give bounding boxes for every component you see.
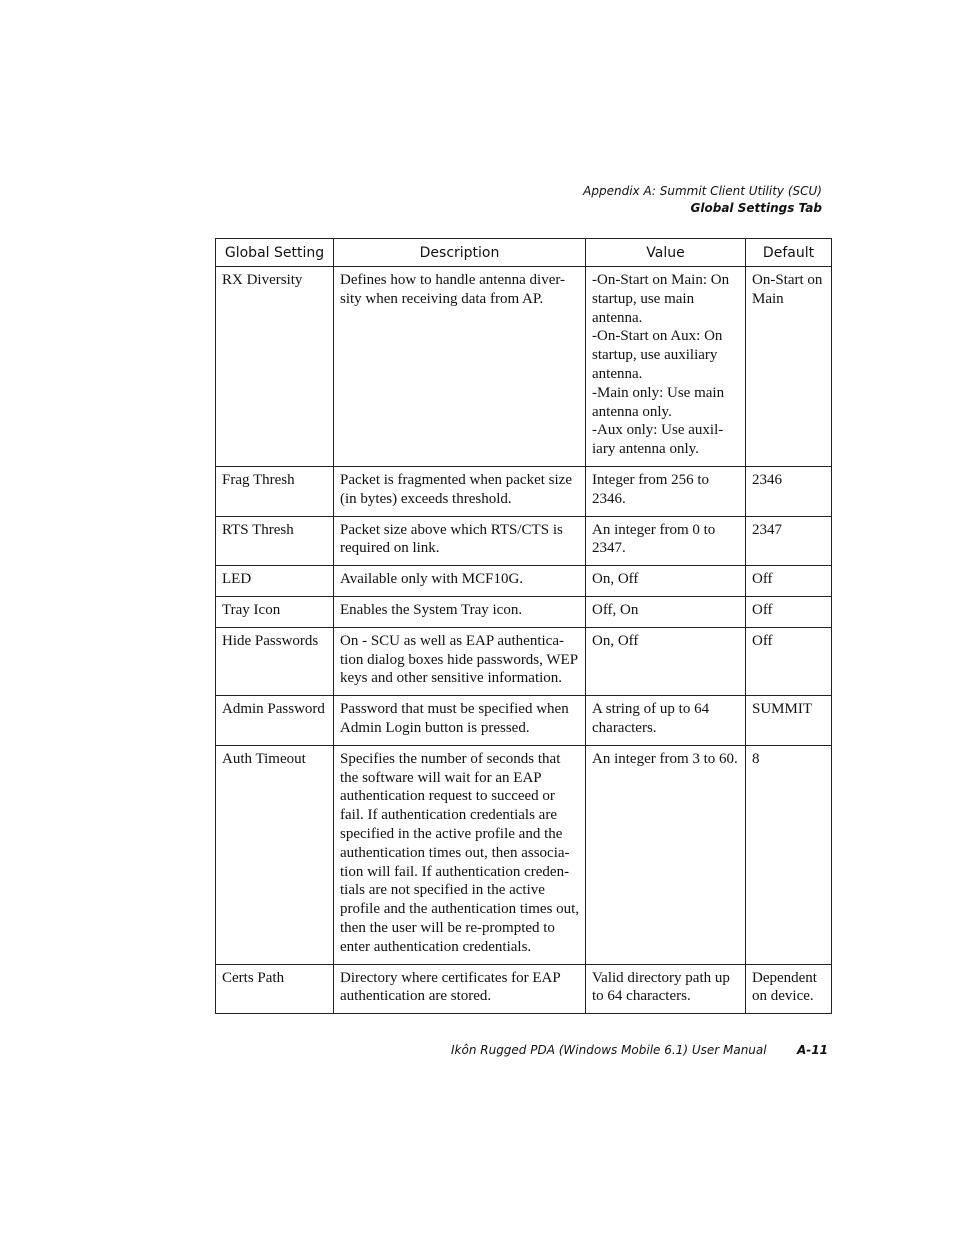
table-header-row <box>216 239 832 267</box>
description-cell: Specifies the number of seconds that the software will wait for an EAP authentication request to succeed or fail. If authentication credentials are specified in the active profile and the authentication times out, then associa-tion will fail. If authentication creden-tials are not specified in the active profile and the authentication times out, then the user will be re-prompted to enter authentication credentials. <box>334 745 586 964</box>
table-row <box>216 696 832 746</box>
default-cell: Off <box>746 596 832 627</box>
value-cell <box>586 267 746 467</box>
value-line: -On-Start on Main: On startup, use main antenna. <box>592 272 730 326</box>
column-header-description: Description <box>334 239 586 267</box>
setting-cell: Frag Thresh <box>216 466 334 516</box>
setting-cell: RTS Thresh <box>216 516 334 566</box>
description-cell: Available only with MCF10G. <box>334 566 586 597</box>
default-cell: Off <box>746 627 832 695</box>
setting-cell: Admin Password <box>216 696 334 746</box>
column-header-global-setting: Global Setting <box>216 239 334 267</box>
table-row <box>216 627 832 695</box>
column-header-default: Default <box>746 239 832 267</box>
value-cell: Valid directory path up to 64 characters. <box>586 964 746 1014</box>
value-line: -On-Start on Aux: On startup, use auxiliary antenna. <box>592 328 723 382</box>
value-cell: An integer from 0 to 2347. <box>586 516 746 566</box>
description-cell: Packet size above which RTS/CTS is required on link. <box>334 516 586 566</box>
page-number: A-11 <box>797 1043 828 1057</box>
setting-cell: Auth Timeout <box>216 745 334 964</box>
description-cell: Password that must be specified when Admin Login button is pressed. <box>334 696 586 746</box>
running-header <box>583 183 822 217</box>
setting-cell: Tray Icon <box>216 596 334 627</box>
default-cell: Dependent on device. <box>746 964 832 1014</box>
description-cell: Enables the System Tray icon. <box>334 596 586 627</box>
setting-cell: LED <box>216 566 334 597</box>
default-cell: 2346 <box>746 466 832 516</box>
description-cell: On - SCU as well as EAP authentica-tion dialog boxes hide passwords, WEP keys and other sensitive information. <box>334 627 586 695</box>
value-cell: On, Off <box>586 566 746 597</box>
setting-cell: Hide Passwords <box>216 627 334 695</box>
table-row <box>216 566 832 597</box>
value-line: -Aux only: Use auxil-iary antenna only. <box>592 422 724 458</box>
column-header-value: Value <box>586 239 746 267</box>
description-cell: Packet is fragmented when packet size (in bytes) exceeds threshold. <box>334 466 586 516</box>
default-cell: On-Start on Main <box>746 267 832 467</box>
value-cell: A string of up to 64 characters. <box>586 696 746 746</box>
header-chapter: Appendix A: Summit Client Utility (SCU) <box>583 184 822 198</box>
table-row <box>216 466 832 516</box>
value-cell: Integer from 256 to 2346. <box>586 466 746 516</box>
value-cell: Off, On <box>586 596 746 627</box>
table-row <box>216 267 832 467</box>
header-section: Global Settings Tab <box>690 201 822 215</box>
table-row <box>216 516 832 566</box>
default-cell: SUMMIT <box>746 696 832 746</box>
table-row <box>216 964 832 1014</box>
footer-manual-title: Ikôn Rugged PDA (Windows Mobile 6.1) User Manual <box>451 1043 767 1057</box>
setting-cell: RX Diversity <box>216 267 334 467</box>
description-cell: Directory where certificates for EAP authentication are stored. <box>334 964 586 1014</box>
default-cell: 2347 <box>746 516 832 566</box>
setting-cell: Certs Path <box>216 964 334 1014</box>
value-cell: On, Off <box>586 627 746 695</box>
default-cell: 8 <box>746 745 832 964</box>
global-settings-table <box>215 238 832 1014</box>
table-row <box>216 745 832 964</box>
table-row <box>216 596 832 627</box>
description-cell: Defines how to handle antenna diver-sity when receiving data from AP. <box>334 267 586 467</box>
value-line: -Main only: Use main antenna only. <box>592 384 725 420</box>
default-cell: Off <box>746 566 832 597</box>
value-cell: An integer from 3 to 60. <box>586 745 746 964</box>
